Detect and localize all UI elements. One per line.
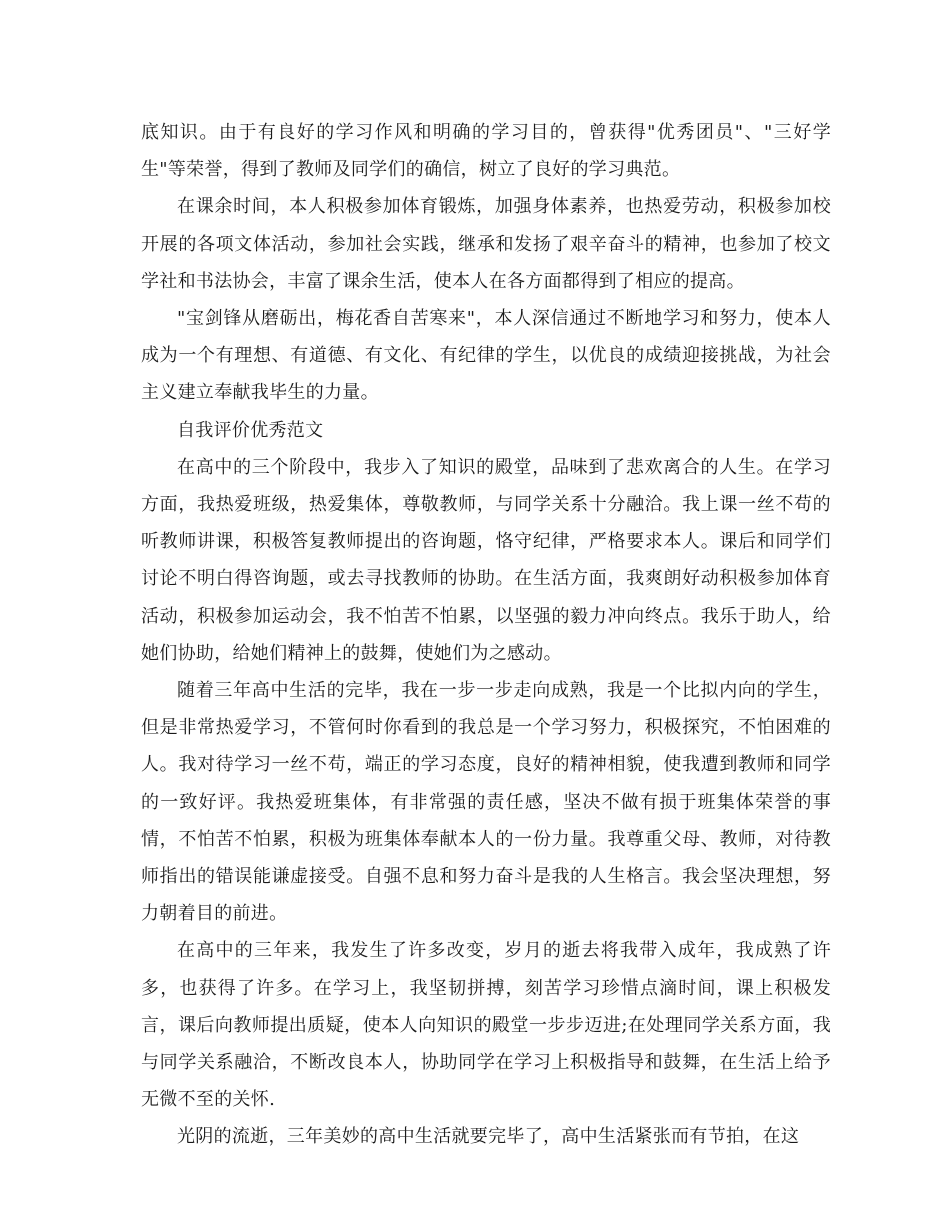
paragraph-extracurricular: 在课余时间，本人积极参加体育锻炼，加强身体素养，也热爱劳动，积极参加校开展的各项文体活动，参加社会实践，继承和发扬了艰辛奋斗的精神，也参加了校文学社和书法协会，丰富了课余生活，使本人在各方面都得到了相应的提高。 — [141, 196, 831, 292]
paragraph-three-years: 在高中的三年来，我发生了许多改变，岁月的逝去将我带入成年，我成熟了许多，也获得了许多。在学习上，我坚韧拼搏，刻苦学习珍惜点滴时间，课上积极发言，课后向教师提出质疑，使本人向知识的殿堂一步步迈进;在处理同学关系方面，我与同学关系融洽，不断改良本人，协助同学在学习上积极指导和鼓舞，在生活上给予无微不至的关怀. — [141, 940, 831, 1111]
paragraph-time-passing: 光阴的流逝，三年美妙的高中生活就要完毕了，高中生活紧张而有节拍，在这 — [177, 1126, 800, 1148]
document-body — [141, 114, 831, 1156]
section-heading: 自我评价优秀范文 — [177, 419, 324, 441]
paragraph-maturity: 随着三年高中生活的完毕，我在一步一步走向成熟，我是一个比拟内向的学生，但是非常热爱学习，不管何时你看到的我总是一个学习努力，积极探究，不怕困难的人。我对待学习一丝不苟，端正的学习态度，良好的精神相貌，使我遭到教师和同学的一致好评。我热爱班集体，有非常强的责任感，坚决不做有损于班集体荣誉的事情，不怕苦不怕累，积极为班集体奉献本人的一份力量。我尊重父母、教师，对待教师指出的错误能谦虚接受。自强不息和努力奋斗是我的人生格言。我会坚决理想，努力朝着目的前进。 — [141, 680, 831, 925]
paragraph-high-school-stages: 在高中的三个阶段中，我步入了知识的殿堂，品味到了悲欢离合的人生。在学习方面，我热爱班级，热爱集体，尊敬教师，与同学关系十分融洽。我上课一丝不苟的听教师讲课，积极答复教师提出的咨询题，恪守纪律，严格要求本人。课后和同学们讨论不明白得咨询题，或去寻找教师的协助。在生活方面，我爽朗好动积极参加体育活动，积极参加运动会，我不怕苦不怕累，以坚强的毅力冲向终点。我乐于助人，给她们协助，给她们精神上的鼓舞，使她们为之感动。 — [141, 456, 831, 664]
paragraph-motto: "宝剑锋从磨砺出，梅花香自苦寒来"，本人深信通过不断地学习和努力，使本人成为一个有理想、有道德、有文化、有纪律的学生，以优良的成绩迎接挑战，为社会主义建立奉献我毕生的力量。 — [141, 308, 831, 404]
paragraph-continuation: 底知识。由于有良好的学习作风和明确的学习目的，曾获得"优秀团员"、"三好学生"等荣誉，得到了教师及同学们的确信，树立了良好的学习典范。 — [141, 122, 831, 181]
